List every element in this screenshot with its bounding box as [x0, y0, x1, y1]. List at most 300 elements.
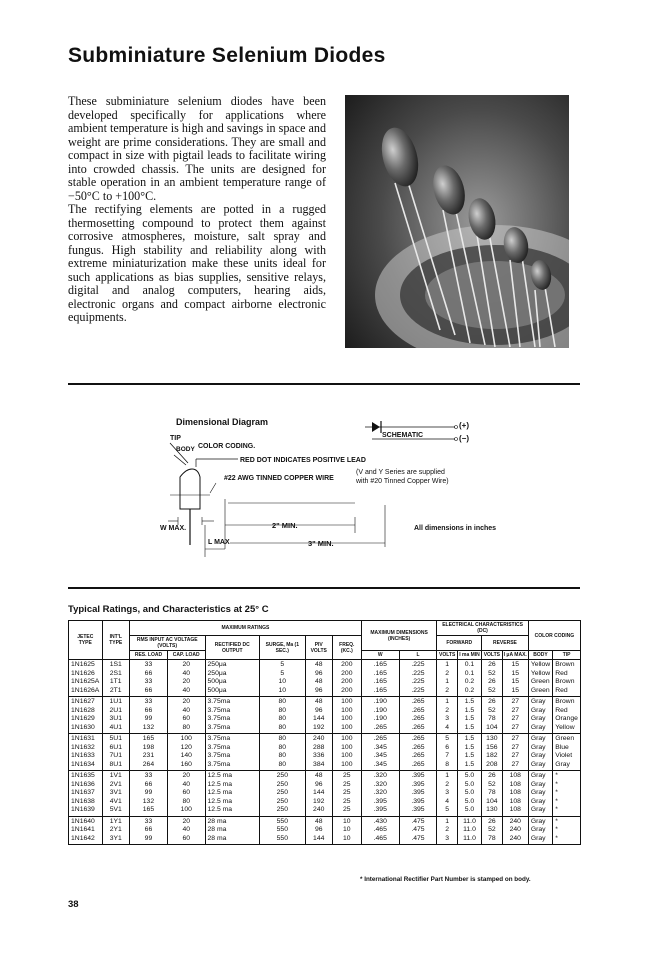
col-max-ratings: MAXIMUM RATINGS	[129, 621, 361, 636]
table-cell: .165	[361, 687, 399, 697]
table-cell: .265	[399, 707, 437, 716]
positive-terminal: (+)	[459, 421, 469, 430]
table-cell: .190	[361, 707, 399, 716]
table-cell: 26	[482, 678, 503, 687]
table-cell: 80	[259, 744, 305, 753]
table-cell: 7	[437, 752, 458, 761]
table-cell: .190	[361, 697, 399, 707]
table-cell: 20	[167, 660, 205, 670]
table-row	[69, 697, 581, 707]
table-cell: 2	[437, 687, 458, 697]
table-cell: 1N1640	[69, 816, 103, 826]
table-cell: *	[553, 781, 581, 790]
table-cell: 99	[129, 789, 167, 798]
table-cell: 20	[167, 678, 205, 687]
table-cell: 200	[332, 678, 361, 687]
table-cell: 2Y1	[102, 826, 129, 835]
table-cell: 33	[129, 660, 167, 670]
table-cell: 28 ma	[205, 816, 259, 826]
table-row	[69, 734, 581, 744]
table-cell: .265	[399, 744, 437, 753]
section-divider	[68, 587, 580, 589]
table-cell: .225	[399, 660, 437, 670]
table-cell: 78	[482, 835, 503, 845]
table-row	[69, 707, 581, 716]
table-cell: 80	[259, 752, 305, 761]
table-cell: 10	[259, 678, 305, 687]
table-cell: 1.5	[457, 744, 481, 753]
table-cell: 2V1	[102, 781, 129, 790]
table-cell: *	[553, 826, 581, 835]
table-cell: Brown	[553, 660, 581, 670]
table-cell: 5.0	[457, 771, 481, 781]
table-cell: 0.1	[457, 660, 481, 670]
col-cap-load: CAP. LOAD	[167, 651, 205, 660]
table-cell: 52	[482, 687, 503, 697]
table-cell: 1V1	[102, 771, 129, 781]
table-cell: 132	[129, 724, 167, 734]
intro-paragraph: These subminiature selenium diodes have been developed specifically for applications where ambient temperature is high and savings in space and weight are prime considerations. They are small and compact in size with pigtail leads to facilitate wiring into crowded chassis. The units are designed for stable operation in an ambient temperature range of −50°C to +100°C.	[68, 94, 326, 203]
table-cell: 2	[437, 826, 458, 835]
table-cell: 3	[437, 715, 458, 724]
table-cell: 240	[502, 826, 528, 835]
min-2-label: 2" MIN.	[272, 521, 298, 530]
col-max-dims: MAXIMUM DIMENSIONS (INCHES)	[361, 621, 436, 651]
table-cell: 288	[305, 744, 332, 753]
table-cell: .345	[361, 744, 399, 753]
table-row	[69, 789, 581, 798]
diodes-photo	[345, 95, 569, 348]
table-cell: 28 ma	[205, 835, 259, 845]
table-cell: 80	[259, 724, 305, 734]
table-row	[69, 687, 581, 697]
table-cell: 15	[502, 660, 528, 670]
table-cell: 66	[129, 707, 167, 716]
table-cell: .165	[361, 660, 399, 670]
col-ima: I ma MIN	[459, 652, 480, 658]
table-cell: 500μa	[205, 687, 259, 697]
table-cell: 240	[502, 816, 528, 826]
table-cell: 1.5	[457, 734, 481, 744]
table-cell: 108	[502, 771, 528, 781]
table-cell: Gray	[528, 707, 552, 716]
table-cell: 12.5 ma	[205, 798, 259, 807]
table-cell: *	[553, 771, 581, 781]
table-cell: 33	[129, 697, 167, 707]
table-cell: .265	[399, 697, 437, 707]
table-cell: 231	[129, 752, 167, 761]
table-cell: 1N1639	[69, 806, 103, 816]
table-row	[69, 798, 581, 807]
table-cell: 27	[502, 734, 528, 744]
table-cell: 3V1	[102, 789, 129, 798]
table-cell: Gray	[528, 835, 552, 845]
row-group	[69, 697, 581, 734]
table-cell: Gray	[528, 771, 552, 781]
table-cell: .430	[361, 816, 399, 826]
table-cell: 48	[305, 660, 332, 670]
table-cell: 160	[167, 761, 205, 771]
table-cell: 26	[482, 816, 503, 826]
table-cell: 15	[502, 678, 528, 687]
col-res-load: RES. LOAD	[129, 651, 167, 660]
table-cell: 66	[129, 670, 167, 679]
table-row	[69, 678, 581, 687]
intro-text	[68, 95, 326, 325]
table-cell: *	[553, 816, 581, 826]
table-cell: 27	[502, 697, 528, 707]
table-cell: 5V1	[102, 806, 129, 816]
table-cell: 1N1629	[69, 715, 103, 724]
table-cell: 100	[332, 697, 361, 707]
col-w: W	[361, 651, 399, 660]
table-cell: 10	[332, 826, 361, 835]
table-cell: 1Y1	[102, 816, 129, 826]
table-cell: .265	[399, 715, 437, 724]
table-row	[69, 744, 581, 753]
col-elec: ELECTRICAL CHARACTERISTICS (DC)	[437, 621, 528, 636]
table-cell: 27	[502, 724, 528, 734]
table-cell: 250	[259, 798, 305, 807]
table-cell: 264	[129, 761, 167, 771]
table-cell: 48	[305, 816, 332, 826]
table-cell: 1N1627	[69, 697, 103, 707]
table-cell: .465	[361, 835, 399, 845]
table-cell: Gray	[528, 697, 552, 707]
table-cell: 3.75ma	[205, 734, 259, 744]
table-cell: *	[553, 835, 581, 845]
table-cell: 100	[332, 752, 361, 761]
table-cell: 78	[482, 789, 503, 798]
table-cell: 100	[167, 806, 205, 816]
col-body: BODY	[528, 651, 552, 660]
row-group	[69, 816, 581, 845]
color-coding-label: COLOR CODING.	[198, 443, 256, 450]
table-row	[69, 761, 581, 771]
table-cell: 4V1	[102, 798, 129, 807]
table-cell: 60	[167, 789, 205, 798]
table-cell: 1	[437, 697, 458, 707]
table-cell: 20	[167, 771, 205, 781]
table-cell: 250	[259, 771, 305, 781]
table-cell: 6	[437, 744, 458, 753]
table-cell: 1U1	[102, 697, 129, 707]
page-title: Subminiature Selenium Diodes	[68, 44, 386, 67]
table-cell: 100	[332, 715, 361, 724]
table-cell: 15	[502, 670, 528, 679]
table-cell: 108	[502, 798, 528, 807]
table-cell: .395	[399, 771, 437, 781]
col-intl: INT'L TYPE	[102, 621, 129, 660]
table-cell: Red	[553, 707, 581, 716]
table-cell: .395	[399, 789, 437, 798]
table-cell: .475	[399, 816, 437, 826]
table-cell: 3Y1	[102, 835, 129, 845]
table-cell: 1.5	[457, 761, 481, 771]
table-cell: 52	[482, 781, 503, 790]
table-cell: 48	[305, 771, 332, 781]
table-cell: 100	[167, 734, 205, 744]
table-cell: 25	[332, 781, 361, 790]
table-cell: 1N1636	[69, 781, 103, 790]
table-cell: 80	[167, 724, 205, 734]
table-cell: 12.5 ma	[205, 806, 259, 816]
series-note: with #20 Tinned Copper Wire)	[356, 478, 449, 485]
col-iua: I μA MAX.	[503, 652, 527, 658]
table-cell: 25	[332, 771, 361, 781]
table-cell: Gray	[528, 724, 552, 734]
table-cell: .265	[361, 724, 399, 734]
table-cell: 80	[259, 707, 305, 716]
table-cell: 1N1631	[69, 734, 103, 744]
table-cell: .475	[399, 835, 437, 845]
table-cell: 40	[167, 707, 205, 716]
table-cell: 8U1	[102, 761, 129, 771]
table-cell: 28 ma	[205, 826, 259, 835]
table-cell: 66	[129, 826, 167, 835]
l-max-label: L MAX	[208, 539, 230, 546]
table-row	[69, 806, 581, 816]
table-cell: 1.5	[457, 724, 481, 734]
table-cell: .320	[361, 781, 399, 790]
table-cell: 96	[305, 826, 332, 835]
table-cell: 1N1634	[69, 761, 103, 771]
table-cell: 80	[259, 761, 305, 771]
section-divider	[68, 383, 580, 385]
table-cell: .345	[361, 761, 399, 771]
table-cell: 500μa	[205, 678, 259, 687]
table-cell: 1N1633	[69, 752, 103, 761]
table-cell: 3.75ma	[205, 752, 259, 761]
table-cell: 3.75ma	[205, 724, 259, 734]
table-cell: 0.2	[457, 687, 481, 697]
wire-label: #22 AWG TINNED COPPER WIRE	[224, 475, 334, 482]
min-3-label: 3" MIN.	[308, 539, 334, 548]
table-cell: 15	[502, 687, 528, 697]
table-cell: 250	[259, 781, 305, 790]
table-cell: 12.5 ma	[205, 789, 259, 798]
table-cell: 52	[482, 826, 503, 835]
schematic-label: SCHEMATIC	[382, 432, 424, 439]
table-cell: 26	[482, 771, 503, 781]
table-cell: 1	[437, 816, 458, 826]
table-cell: 5U1	[102, 734, 129, 744]
negative-terminal: (−)	[459, 434, 469, 443]
table-cell: 4U1	[102, 724, 129, 734]
col-color-coding: COLOR CODING	[528, 621, 580, 651]
table-cell: .265	[399, 724, 437, 734]
table-cell: *	[553, 789, 581, 798]
table-cell: 250μa	[205, 660, 259, 670]
table-cell: 100	[332, 734, 361, 744]
table-cell: 27	[502, 761, 528, 771]
table-cell: 25	[332, 806, 361, 816]
table-cell: .475	[399, 826, 437, 835]
table-cell: 66	[129, 781, 167, 790]
table-cell: 3.75ma	[205, 707, 259, 716]
table-cell: 200	[332, 687, 361, 697]
table-cell: 144	[305, 789, 332, 798]
table-cell: Gray	[528, 798, 552, 807]
table-cell: 5.0	[457, 806, 481, 816]
table-cell: 120	[167, 744, 205, 753]
table-row	[69, 715, 581, 724]
table-cell: 40	[167, 826, 205, 835]
page-number: 38	[68, 899, 79, 910]
table-cell: Violet	[553, 752, 581, 761]
table-cell: 240	[305, 734, 332, 744]
table-cell: .395	[361, 806, 399, 816]
table-cell: Gray	[528, 744, 552, 753]
table-cell: .465	[361, 826, 399, 835]
table-cell: 1N1638	[69, 798, 103, 807]
red-dot-label: RED DOT INDICATES POSITIVE LEAD	[240, 457, 366, 464]
table-cell: 3.75ma	[205, 761, 259, 771]
col-volts-f: VOLTS	[437, 651, 458, 660]
table-cell: 1	[437, 771, 458, 781]
table-cell: 5.0	[457, 798, 481, 807]
table-cell: Brown	[553, 697, 581, 707]
table-row	[69, 670, 581, 679]
table-cell: .265	[361, 734, 399, 744]
table-cell: 2	[437, 707, 458, 716]
table-cell: 198	[129, 744, 167, 753]
col-volts-r: VOLTS	[482, 651, 503, 660]
table-cell: Green	[553, 734, 581, 744]
col-freq: FREQ. (KC.)	[332, 636, 361, 660]
footnote: * International Rectifier Part Number is stamped on body.	[360, 876, 531, 883]
table-row	[69, 826, 581, 835]
table-cell: 2	[437, 781, 458, 790]
table-cell: 165	[129, 734, 167, 744]
table-cell: 1	[437, 660, 458, 670]
table-cell: 5	[259, 660, 305, 670]
table-cell: 550	[259, 816, 305, 826]
table-cell: 3	[437, 835, 458, 845]
table-cell: *	[553, 806, 581, 816]
col-reverse: REVERSE	[482, 636, 529, 651]
table-cell: 108	[502, 789, 528, 798]
table-cell: 1N1641	[69, 826, 103, 835]
table-cell: 10	[259, 687, 305, 697]
table-cell: .345	[361, 752, 399, 761]
row-group	[69, 771, 581, 817]
table-cell: 550	[259, 835, 305, 845]
table-cell: .225	[399, 670, 437, 679]
table-cell: 108	[502, 806, 528, 816]
table-cell: 27	[502, 707, 528, 716]
table-cell: 1S1	[102, 660, 129, 670]
table-cell: 33	[129, 816, 167, 826]
table-cell: 1	[437, 678, 458, 687]
table-cell: 11.0	[457, 835, 481, 845]
table-cell: 96	[305, 687, 332, 697]
table-cell: 2S1	[102, 670, 129, 679]
table-cell: Gray	[528, 752, 552, 761]
table-cell: Gray	[528, 826, 552, 835]
table-title: Typical Ratings, and Characteristics at 25° C	[68, 604, 269, 615]
table-cell: 96	[305, 781, 332, 790]
table-row	[69, 724, 581, 734]
table-cell: 1.5	[457, 697, 481, 707]
table-cell: 0.2	[457, 678, 481, 687]
table-cell: 60	[167, 715, 205, 724]
table-cell: 104	[482, 798, 503, 807]
diagram-drawing	[150, 417, 530, 557]
table-cell: Green	[528, 687, 552, 697]
table-cell: 550	[259, 826, 305, 835]
table-cell: 40	[167, 670, 205, 679]
table-cell: Yellow	[553, 724, 581, 734]
table-cell: 10	[332, 835, 361, 845]
table-cell: 1.5	[457, 752, 481, 761]
table-cell: 1N1625	[69, 660, 103, 670]
body-label: BODY	[176, 446, 195, 453]
w-max-label: W MAX.	[160, 525, 187, 532]
table-cell: 4	[437, 798, 458, 807]
table-cell: 25	[332, 789, 361, 798]
table-cell: Gray	[528, 715, 552, 724]
table-cell: 20	[167, 816, 205, 826]
table-cell: 1.5	[457, 715, 481, 724]
table-row	[69, 771, 581, 781]
table-cell: .190	[361, 715, 399, 724]
table-cell: 40	[167, 781, 205, 790]
col-piv: PIV VOLTS	[305, 636, 332, 660]
table-cell: 96	[305, 670, 332, 679]
table-cell: 104	[482, 724, 503, 734]
series-note: (V and Y Series are supplied	[356, 469, 445, 476]
table-cell: Gray	[528, 761, 552, 771]
row-group	[69, 660, 581, 697]
table-cell: *	[553, 798, 581, 807]
table-cell: 7U1	[102, 752, 129, 761]
ratings-table	[68, 620, 581, 845]
row-group	[69, 734, 581, 771]
table-cell: .165	[361, 678, 399, 687]
table-cell: 130	[482, 734, 503, 744]
table-cell: .265	[399, 734, 437, 744]
table-cell: .395	[361, 798, 399, 807]
table-cell: 1N1642	[69, 835, 103, 845]
table-cell: 1N1635	[69, 771, 103, 781]
table-cell: 48	[305, 697, 332, 707]
table-cell: 3.75ma	[205, 744, 259, 753]
table-row	[69, 816, 581, 826]
table-cell: 240	[502, 835, 528, 845]
table-cell: 2T1	[102, 687, 129, 697]
table-cell: Green	[528, 678, 552, 687]
table-cell: .320	[361, 789, 399, 798]
table-cell: Brown	[553, 678, 581, 687]
table-cell: 1N1625A	[69, 678, 103, 687]
table-cell: 12.5 ma	[205, 781, 259, 790]
table-cell: 12.5 ma	[205, 771, 259, 781]
table-row	[69, 835, 581, 845]
table-cell: 144	[305, 715, 332, 724]
table-cell: 1.5	[457, 707, 481, 716]
col-l: L	[399, 651, 437, 660]
table-cell: 1N1637	[69, 789, 103, 798]
table-cell: 108	[502, 781, 528, 790]
table-cell: Gray	[528, 734, 552, 744]
table-cell: 384	[305, 761, 332, 771]
col-forward: FORWARD	[437, 636, 482, 651]
table-cell: Gray	[528, 789, 552, 798]
table-cell: 48	[305, 678, 332, 687]
table-cell: 20	[167, 697, 205, 707]
table-cell: 1N1626	[69, 670, 103, 679]
